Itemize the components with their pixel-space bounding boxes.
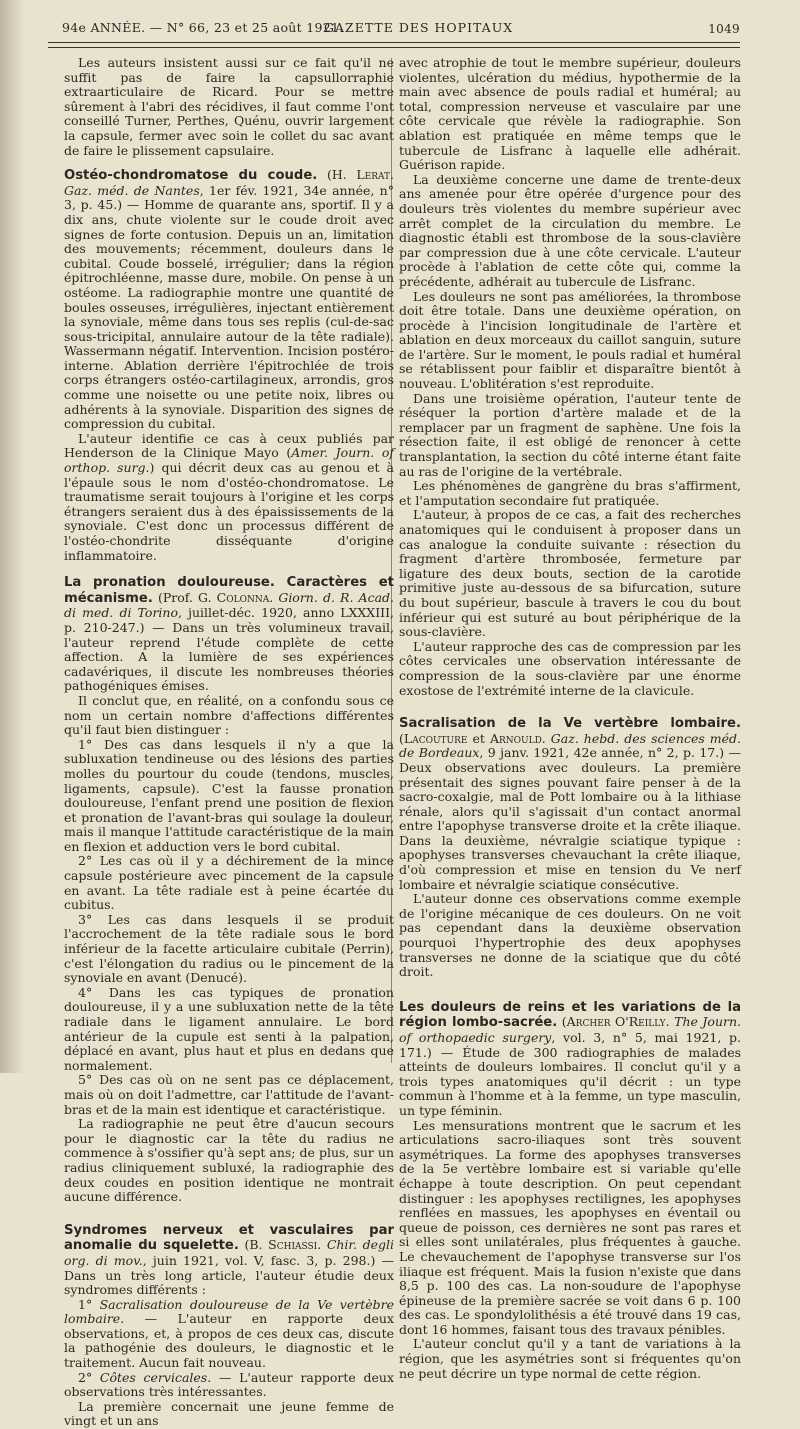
syndromes-item-2-title: Côtes cervicales. — [99, 1369, 212, 1385]
pronation-item-2: 2° Les cas où il y a déchirement de la mince capsule postérieure avec pincement de la capsule en avant. La tête radiale est à peine écartée du cubitus. — [64, 853, 394, 913]
syndromes-entry — [64, 1223, 394, 1429]
left-column — [64, 56, 394, 1429]
syndromes-author: Schiassi — [268, 1237, 318, 1253]
pronation-text: Dans un très volumineux travail, l'auteur reprend l'étude complète de cette affection. A la lumière de ses expériences cadavériques, il discute les nombreuses théories pathogéniques émises. — [64, 619, 394, 694]
sacral-paragraph-2: L'auteur donne ces observations comme exemple de l'origine mécanique de ces douleurs. On ne voit pas cependant dans la deuxième observation pourquoi l'hypertrophie des deux apophyses transverses ne donne de la sciatique que du côté droit. — [399, 891, 741, 980]
header-rule-thick — [48, 42, 740, 43]
pronation-title: La pronation douloureuse. Caractères et mécanisme. — [64, 575, 394, 606]
intro-paragraph: Les auteurs insistent aussi sur ce fait qu'il ne suffit pas de faire la capsullorraphie extraarticulaire de Ricard. Pour se mettre sûrement à l'abri des récidives, il faut comme l'ont conseillé Turner, Perthes, Quénu, ouvrir largement la capsule, fermer avec soin le collet du sac avant de faire le plissement capsulaire. — [64, 55, 394, 158]
pronation-item-3: 3° Les cas dans lesquels il se produit l'accrochement de la tête radiale sous le bord inférieur de la facette articulaire cubitale (Perrin), c'est l'élongation du radius ou le pincement de la synoviale en avant (Denucé). — [64, 911, 394, 986]
osteo-p2-journal: Amer. Journ. of orthop. surg. — [64, 445, 394, 476]
ref-sep: . — [541, 730, 551, 746]
sacral-title: Sacralisation de la Ve vertèbre lombaire. — [399, 716, 741, 732]
page-edge-shadow — [0, 0, 24, 1073]
syndromes-title: Syndromes nerveux et vasculaires par anomalie du squelette. — [64, 1222, 394, 1254]
syndromes-ref: , juin 1921, vol. V, fasc. 3, p. 298.) — — [142, 1252, 395, 1268]
ref-open: ( — [399, 730, 404, 746]
pronation-item-1: 1° Des cas dans lesquels il n'y a que la subluxation tendineuse ou des lésions des parties molles du pourtour du coude (tendons, muscles, ligaments, capsule). C'est la fausse pronation douloureuse, l'enfant prend une position de flexion et pronation de l'avant-bras qui soulage la douleur, mais il manque l'attitude caractéristique de la main en flexion et adduction vers le bord cubital. — [64, 736, 394, 854]
osteo-text: Homme de quarante ans, sportif. Il y a dix ans, chute violente sur le coude droit avec signes de forte contusion. Depuis un an, limitation des mouvements; récemment, douleurs dans le cubital. Coude bosselé, irrégulier; dans la région épitrochléenne, masse dure, mobile. On pense à un ostéome. La radiographie montre une quantité de boules osseuses, irrégulières, injectant entièrement la synoviale, même dans tous ses replis (cul-de-sac sous-tricipital, annulaire autour de la tête radiale). Wassermann négatif. Intervention. Incision postéro-interne. Ablation derrière l'épitrochlée de trois corps étrangers ostéo-cartilagineux, arrondis, gros comme une noisette ou une petite noix, libres ou adhérents à la synoviale. Disparition des signes de compression du cubital. — [64, 197, 394, 432]
reins-title: Les douleurs de reins et les variations de la région lombo-sacrée. — [399, 999, 741, 1031]
reins-ref: , vol. 3, n° 5, mai 1921, p. 171.) — — [399, 1030, 741, 1060]
page-number: 1049 — [708, 22, 740, 36]
pronation-ref: , juillet-déc. 1920, anno LXXXIII, p. 210-247.) — — [64, 605, 394, 635]
reins-entry — [399, 1000, 741, 1381]
case-2-paragraph-4: Les phénomènes de gangrène du bras s'affirment, et l'amputation secondaire fut pratiquée. — [399, 478, 741, 508]
syndromes-item-2-text: — L'auteur rapporte deux observations très intéressantes. — [64, 1369, 394, 1400]
ref-sep: . — [390, 167, 395, 183]
case-2-paragraph-6: L'auteur rapproche des cas de compression par les côtes cervicales une observation intéressante de compression de la sous-clavière par une énorme exostose de l'extrémité interne de la clavicule. — [399, 638, 741, 698]
syndromes-paragraph-2: La première concernait une jeune femme de vingt et un ans — [64, 1398, 394, 1429]
reins-journal: The Journ. of orthopaedic surgery — [399, 1014, 741, 1045]
pronation-paragraph-1 — [64, 575, 394, 694]
issue-info: 94e ANNÉE. — N° 66, 23 et 25 août 1921. — [62, 20, 344, 35]
syndromes-item-1 — [64, 1298, 394, 1371]
case-2-paragraph-3: Dans une troisième opération, l'auteur tente de réséquer la portion d'artère malade et de la remplacer par un fragment de saphène. Une fois la résection faite, il est obligé de renoncer à cette transplantation, la section du côté interne étant faite au ras de l'origine de la vertébrale. — [399, 390, 741, 479]
reins-text: Étude de 300 radiographies de malades atteints de douleurs lombaires. Il conclut qu'il y a trois types anatomiques qu'il décrit : un type commun à l'homme et à la femme, un type masculin, un type féminin. — [399, 1044, 742, 1118]
syndromes-journal: Chir. degli org. di mov. — [64, 1237, 394, 1268]
reins-author: Archer O'Reilly — [566, 1014, 666, 1030]
syndromes-item-1-text: — L'auteur en rapporte deux observations, et, à propos de ces deux cas, discute la pathogénie des douleurs, le diagnostic et le traitement. Aucun fait nouveau. — [64, 1311, 394, 1371]
syndromes-paragraph-1 — [64, 1223, 394, 1298]
pronation-entry — [64, 575, 394, 1205]
osteo-p2-b: ) qui décrit deux cas au genou et à l'épaule sous le nom d'ostéo-chondromatose. Le traumatisme serait toujours à l'origine et les corps étrangers seraient dus à des épaississements de la synoviale. C'est donc un processus différent de l'ostéo-chondrite disséquante d'origine inflammatoire. — [64, 460, 394, 563]
header-rule-thin — [48, 47, 740, 48]
syndromes-item-1-title: Sacralisation douloureuse de la Ve vertèbre lombaire. — [64, 1296, 394, 1327]
right-column — [399, 56, 741, 1381]
osteo-ref: , 1er fév. 1921, 34e année, n° 3, p. 45.) — — [64, 182, 394, 213]
pronation-paragraph-3: La radiographie ne peut être d'aucun secours pour le diagnostic car la tête du radius ne commence à s'ossifier qu'à sept ans; de plus, sur un radius cliniquement subluxé, la radiographie des deux coudes en position identique ne montrait aucune différence. — [64, 1116, 394, 1205]
osteo-entry — [64, 168, 394, 563]
ref-open: ( — [557, 1014, 567, 1030]
sacral-ref: , 9 janv. 1921, 42e année, n° 2, p. 17.) — — [479, 745, 741, 761]
ref-and: et — [467, 730, 490, 746]
case-2-paragraph-5: L'auteur, à propos de ce cas, a fait des recherches anatomiques qui le conduisent à proposer dans un cas analogue la conduite suivante : résection du fragment d'artère thrombosée, fermeture par ligature des deux bouts, section de la carotide primitive juste au-dessous de sa bifurcation, suture du bout supérieur, bascule à travers le cou du bout inférieur qui est suturé au bout périphérique de la sous-clavière. — [399, 507, 741, 640]
reins-paragraph-2: Les mensurations montrent que le sacrum et les articulations sacro-iliaques sont très souvent asymétriques. La forme des apophyses transverses de la 5e vertèbre lombaire est si variable qu'elle échappe à toute description. On peut cependant distinguer : les apophyses rectilignes, les apophyses renflées en massues, les apophyses en éventail ou queue de poisson, ces dernières ne sont pas rares et si elles sont unilatérales, plus fréquentes à gauche. Le chevauchement de l'apophyse transverse sur l'os iliaque est fréquent. Mais la fusion n'existe que dans 8,5 p. 100 des cas. La non-soudure de l'apophyse épineuse de la première sacrée se voit dans 6 p. 100 des cas. Le spondylolithésis a été trouvé dans 19 cas, dont 16 hommes, faisant tous des travaux pénibles. — [399, 1117, 741, 1337]
osteo-author: Lerat — [356, 167, 391, 183]
ref-open: (B. — [238, 1237, 269, 1253]
case-2-paragraph: La deuxième concerne une dame de trente-deux ans amenée pour être opérée d'urgence pour des douleurs très violentes du membre supérieur avec arrêt complet de la circulation du membre. Le diagnostic établi est thrombose de la sous-clavière par compression due à une côte cervicale. L'auteur procède à l'ablation de cette côte qui, comme la précédente, adhérait au tubercule de Lisfranc. — [399, 171, 741, 289]
pronation-author: Colonna — [216, 589, 270, 605]
continued-paragraph: avec atrophie de tout le membre supérieur, douleurs violentes, ulcération du médius, hypothermie de la main avec absence de pouls radial et huméral; au total, compression nerveuse et vasculaire par une côte cervicale que révèle la radiographie. Son ablation est pratiquée en même temps que le tubercule de Lisfranc à laquelle elle adhérait. Guérison rapide. — [399, 55, 741, 173]
ref-open: (Prof. G. — [152, 589, 217, 605]
pronation-journal: Giorn. d. R. Acad. di med. di Torino — [64, 589, 394, 621]
journal-name: GAZETTE DES HOPITAUX — [324, 20, 514, 35]
sacral-author-1: Lacouture — [403, 730, 468, 746]
reins-paragraph-3: L'auteur conclut qu'il y a tant de variations à la région, que les asymétries sont si fréquentes qu'on ne peut décrire un type normal de cette région. — [399, 1336, 741, 1381]
osteo-title: Ostéo-chondromatose du coude. — [64, 168, 318, 184]
ref-open: (H. — [317, 167, 357, 183]
osteo-paragraph-1 — [64, 168, 394, 432]
item-number: 2° — [78, 1369, 100, 1385]
sacral-text: Deux observations avec douleurs. La première présentait des signes pouvant faire penser à de la sacro-coxalgie, mal de Pott lombaire ou à la lithiase rénale, alors qu'il s'agissait d'un contact anormal entre l'apophyse transverse droite et la crête iliaque. Dans la deuxième, névralgie sciatique typique : apophyses transverses chevauchant la crête iliaque, d'où compression et mise en tension du Ve nerf lombaire et névralgie sciatique consécutive. — [399, 759, 741, 892]
running-header — [62, 17, 740, 39]
item-number: 1° — [78, 1296, 100, 1312]
pronation-item-4: 4° Dans les cas typiques de pronation douloureuse, il y a une subluxation nette de la tête radiale dans le ligament annulaire. Le bord antérieur de la cupule est senti à la palpation, déplacé en avant, plus haut et plus en dedans que normalement. — [64, 984, 394, 1073]
pronation-paragraph-2: Il conclut que, en réalité, on a confondu sous ce nom un certain nombre d'affections différentes qu'il faut bien distinguer : — [64, 692, 394, 738]
case-2-paragraph-2: Les douleurs ne sont pas améliorées, la thrombose doit être totale. Dans une deuxième opération, on procède à l'incision longitudinale de l'artère et ablation en deux morceaux du caillot sanguin, suture de l'artère. Sur le moment, le pouls radial et huméral se rétablissent pour faiblir et disparaître bientôt à nouveau. L'oblitération s'est reproduite. — [399, 288, 741, 392]
sacral-author-2: Arnould — [489, 730, 542, 746]
syndromes-text: Dans un très long article, l'auteur étudie deux syndromes différents : — [64, 1267, 394, 1298]
sacral-paragraph-1 — [399, 716, 741, 892]
ref-sep: . — [317, 1237, 327, 1253]
osteo-p2-a: L'auteur identifie ce cas à ceux publiés par Henderson de la Clinique Mayo ( — [64, 430, 394, 461]
syndromes-item-2 — [64, 1371, 394, 1400]
ref-sep: . — [269, 589, 279, 605]
ref-sep: . — [665, 1014, 675, 1030]
reins-paragraph-1 — [399, 1000, 741, 1119]
sacral-entry — [399, 716, 741, 980]
osteo-paragraph-2 — [64, 432, 394, 563]
sacral-journal: Gaz. hebd. des sciences méd. de Bordeaux — [399, 730, 742, 761]
osteo-journal: Gaz. méd. de Nantes — [64, 182, 200, 198]
pronation-item-5: 5° Des cas où on ne sent pas ce déplacement, mais où on doit l'admettre, car l'attitude de l'avant-bras et de la main est identique et caractéristique. — [64, 1072, 394, 1117]
